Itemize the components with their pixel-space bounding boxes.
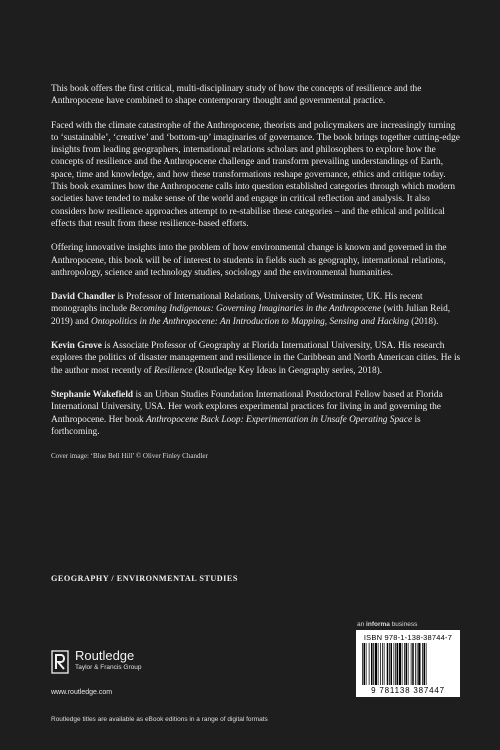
barcode-bar: [412, 643, 414, 685]
barcode-bar: [378, 643, 379, 685]
barcode-bar: [411, 643, 412, 685]
bio-david-chandler: David Chandler is Professor of International Relations, University of Westminster, UK. His recent monographs include Becoming Indigenous: Governing Imaginaries in the Anthropocene (with Julian Reid, 2019) and Ontopolitics in the Anthropocene: An Introduction to Mapping, Sensing and Hacking (2018).: [51, 292, 451, 327]
barcode-bar: [406, 643, 408, 685]
barcode-bar: [364, 643, 366, 685]
barcode-bar: [373, 643, 374, 685]
blurb-paragraph-2: Faced with the climate catastrophe of the Anthropocene, theorists and policymakers are increasingly turning to ‘sustainable’, ‘creative’ and ‘bottom-up’ imaginaries of governance. The book brings together cutting-edge insights from leading geographers, international relations scholars and philosophers to explore how the concepts of resilience and the Anthropocene challenge and transform prevailing understandings of Earth, space, time and knowledge, and how these transformations reshape governance, ethics and critique today. This book examines how the Anthropocene calls into question established categories through which modern societies have tended to make sense of the world and engage in critical reflection and analysis. It also considers how resilience approaches attempt to re-stabilise these categories – and the ethical and political effects that result from these resilience-based efforts.: [51, 120, 460, 229]
barcode-icon: [362, 643, 454, 685]
cover-image-credit: Cover image: ‘Blue Bell Hill’ © Oliver Finley Chandler: [51, 452, 208, 461]
publisher-group: Taylor & Francis Group: [75, 664, 142, 671]
blurb-paragraph-3: Offering innovative insights into the problem of how environmental change is known and governed in the Anthropocene, this book will be of interest to students in fields such as geography, international relations, anthropology, science and technology studies, sociology and the environmental humanities.: [51, 243, 447, 278]
bio-name: Stephanie Wakefield: [51, 389, 134, 400]
bio-name: David Chandler: [51, 292, 116, 303]
isbn-text: ISBN 978-1-138-38744-7: [363, 633, 453, 642]
barcode-bar: [408, 643, 409, 685]
subject-category: GEOGRAPHY / ENVIRONMENTAL STUDIES: [51, 574, 238, 583]
barcode-bar: [422, 643, 423, 685]
barcode-bar: [394, 643, 395, 685]
barcode-bar: [397, 643, 399, 685]
barcode-bar: [382, 643, 383, 685]
blurb-paragraph-1: This book offers the first critical, multi-disciplinary study of how the concepts of resilience and the Anthropocene have combined to shape contemporary thought and governmental practice.: [51, 84, 422, 107]
barcode-bar: [424, 643, 426, 685]
barcode-bar: [389, 643, 390, 685]
publisher-name: Routledge: [75, 648, 135, 663]
book-title: Anthropocene Back Loop: Experimentation in Unsafe Operating Space: [145, 414, 413, 425]
barcode-bar: [395, 643, 396, 685]
routledge-r-icon: [51, 650, 71, 676]
barcode-bar: [380, 643, 381, 685]
barcode-bar: [402, 643, 403, 685]
book-title: Resilience: [154, 365, 193, 376]
barcode-bar: [418, 643, 420, 685]
barcode-bar: [362, 643, 363, 685]
bio-stephanie-wakefield: Stephanie Wakefield is an Urban Studies Foundation International Postdoctoral Fellow based at Florida International University, USA. Her work explores experimental practices for living in and governing the Anthropocene. Her book Anthropocene Back Loop: Experimentation in Unsafe Operating Space is forthcoming.: [51, 389, 443, 437]
book-title: Becoming Indigenous: Governing Imaginaries in the Anthropocene: [129, 304, 382, 315]
informa-business-line: an informa business: [357, 621, 418, 628]
publisher-url: www.routledge.com: [51, 689, 113, 696]
barcode-bar: [404, 643, 405, 685]
barcode-number: 9 781138 387447: [371, 686, 445, 695]
bio-kevin-grove: Kevin Grove is Associate Professor of Geography at Florida International University, USA. His research explores the politics of disaster management and resilience in the Caribbean and North American cities. He is the author most recently of Resilience (Routledge Key Ideas in Geography series, 2018).: [51, 341, 461, 376]
book-title: Ontopolitics in the Anthropocene: An Introduction to Mapping, Sensing and Hacking: [90, 316, 409, 327]
barcode-bar: [366, 643, 367, 685]
barcode-bar: [415, 643, 416, 685]
bio-name: Kevin Grove: [51, 341, 102, 352]
barcode-bar: [399, 643, 401, 685]
barcode-bar: [384, 643, 385, 685]
barcode-panel: [356, 630, 460, 697]
barcode-bar: [387, 643, 389, 685]
informa-brand: informa: [366, 621, 390, 628]
barcode-bar: [417, 643, 418, 685]
barcode-bar: [371, 643, 373, 685]
back-cover-text: [51, 83, 461, 461]
barcode-bar: [391, 643, 393, 685]
ebook-availability-note: Routledge titles are available as eBook editions in a range of digital formats: [51, 716, 268, 723]
barcode-bar: [375, 643, 377, 685]
barcode-bar: [426, 643, 427, 685]
barcode-bar: [369, 643, 370, 685]
